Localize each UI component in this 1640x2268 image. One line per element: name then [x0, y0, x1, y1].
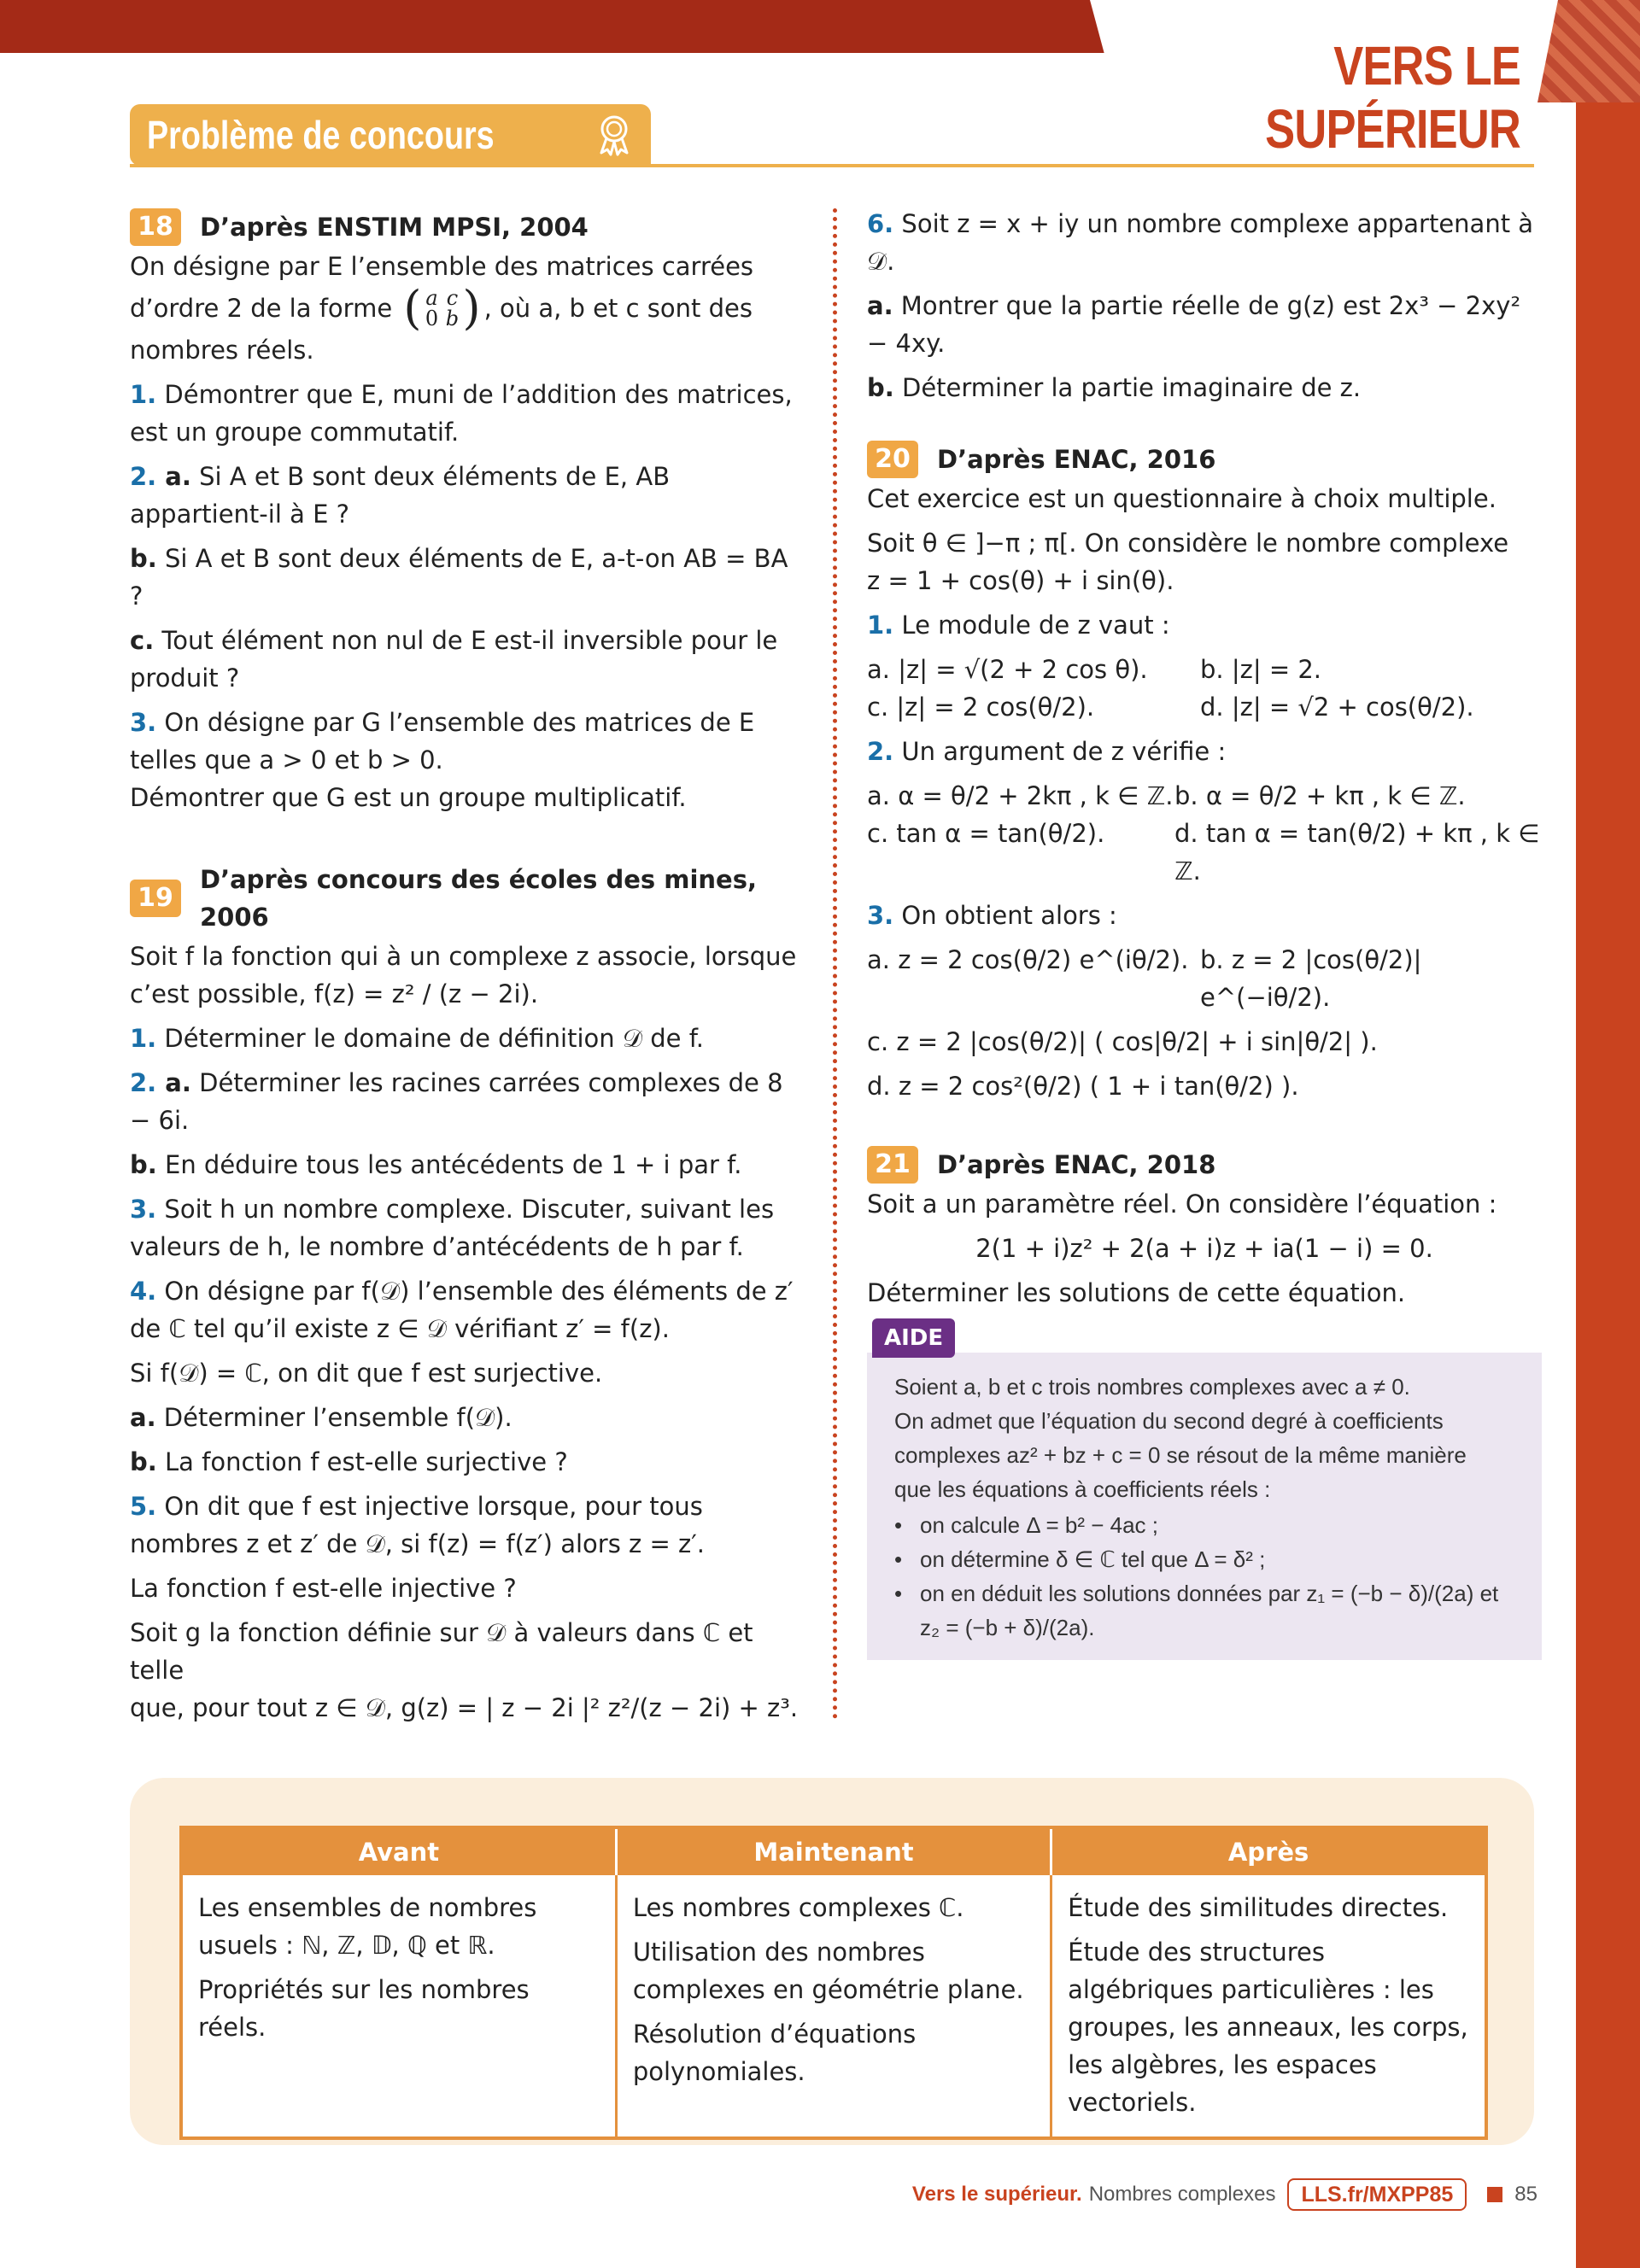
exercise-title: D’après concours des écoles des mines, 2006 [200, 865, 757, 932]
exercise-21-question: Déterminer les solutions de cette équation. [867, 1278, 1406, 1307]
column-header: Maintenant [616, 1827, 1051, 1875]
choice: d. |z| = √2 + cos(θ/2). [1200, 693, 1474, 722]
table-row [181, 1875, 1486, 2138]
question-5: 5. On dit que f est injective lorsque, pour tous nombres z et z′ de 𝒟, si f(z) = f(z′) alors z = z′. [130, 1492, 706, 1558]
list-item: • on en déduit les solutions données par z₁ = (−b − δ)/(2a) et [894, 1576, 1521, 1610]
question-3: 3. On obtient alors : [867, 901, 1117, 930]
choices-q1 [867, 651, 1542, 726]
choice: c. tan α = tan(θ/2). [867, 819, 1105, 848]
question-6b: b. Déterminer la partie imaginaire de z. [867, 373, 1362, 402]
section-title: Problème de concours [147, 113, 495, 157]
section-tab [130, 104, 651, 166]
left-column [130, 205, 805, 1727]
list-item: • on détermine δ ∈ ℂ tel que Δ = δ² ; [894, 1542, 1521, 1576]
exercise-21-intro: Soit a un paramètre réel. On considère l’équation : [867, 1190, 1497, 1219]
exercise-title: D’après ENAC, 2016 [937, 445, 1216, 474]
question-6a: a. Montrer que la partie réelle de g(z) est 2x³ − 2xy² − 4xy. [867, 291, 1521, 358]
column-header: Après [1051, 1827, 1486, 1875]
cell-apres: Étude des similitudes directes. Étude des structures algébriques particulières : les groupes, les anneaux, les corps, les algèbres, les espaces vectoriels. [1051, 1875, 1486, 2138]
aide-box: Soient a, b et c trois nombres complexes avec a ≠ 0. On admet que l’équation du second degré à coefficients complexes az² + bz + c = 0 se résout de la même manière que les équations à coefficients réels : • on calcule Δ = b² − 4ac ; • on détermine δ ∈ ℂ tel que Δ = δ² ; • on en déduit les solutions données par z₁ = (−b − δ)/(2a) et z₂ = (−b + δ)/(2a). [867, 1353, 1542, 1660]
square-bullet-icon [1487, 2187, 1502, 2202]
exercise-18-header [130, 208, 805, 246]
table-header-row [181, 1827, 1486, 1875]
question-2: 2. Un argument de z vérifie : [867, 737, 1227, 766]
choice: b. z = 2 |cos(θ/2)| e^(−iθ/2). [1200, 945, 1422, 1012]
question-4b: b. La fonction f est-elle surjective ? [130, 1447, 568, 1476]
choice: b. |z| = 2. [1200, 655, 1322, 684]
exercise-number: 19 [130, 880, 181, 917]
surjective-definition: Si f(𝒟) = ℂ, on dit que f est surjective. [130, 1359, 603, 1388]
footer-subtitle: Nombres complexes [1088, 2183, 1276, 2206]
question-2a: 2. a. Déterminer les racines carrées complexes de 8 − 6i. [130, 1068, 783, 1135]
injective-question: La fonction f est-elle injective ? [130, 1574, 517, 1603]
footer-title: Vers le supérieur. [911, 2183, 1082, 2206]
right-column: 6. Soit z = x + iy un nombre complexe appartenant à 𝒟. a. Montrer que la partie réelle de g(z) est 2x³ − 2xy² − 4xy. b. Déterminer la partie imaginaire de z. 20 D’après ENAC, 2016 Cet exercice est un questionnaire à choix multiple. Soit θ ∈ ]−π ; π[. On considère le nombre complexe z = 1 + cos(θ) + i sin(θ). 1. Le module de z vaut : a. |z| = √(2 + 2 cos θ). b. |z| = 2. c. |z| = 2 cos(θ/2). d. |z| = √2 + cos(θ/2). 2. Un argument de z vérifie : a. α = θ/2 + 2kπ , k ∈ ℤ. b. α = θ/2 + kπ , k ∈ ℤ. c. tan α = tan(θ/2). d. tan α = tan(θ/2) + kπ , k ∈ ℤ. 3. On obtient alors : a. z = 2 cos(θ/2) e^(iθ/2). b. z = 2 |cos(θ/2)| e^(−iθ/2). c. z = 2 |cos(θ/2)| ( cos|θ/2| + i sin|θ/2| ). d. z = 2 cos²(θ/2) ( 1 + i tan(θ/2) ). 21 D’après ENAC, 2018 Soit a un paramètre réel. On considère l’équation : 2(1 + i)z² + 2(a + i)z + ia(1 − i) = 0. Déterminer les solutions de cette équation. AIDE Soient a, b et c trois nombres complexes avec a ≠ 0. On admet que l’équation du second degré à coefficients complexes az² + bz + c = 0 se résout de la même manière que les équations à coefficients réels : • on calcule Δ = b² − 4ac ; • on détermine δ ∈ ℂ tel que Δ = δ² ; • on en déduit les solutions données par z₁ = (−b − δ)/(2a) et z₂ = (−b + δ)/(2a). [867, 205, 1542, 1660]
exercise-19-intro: Soit f la fonction qui à un complexe z associe, lorsque [130, 942, 797, 971]
question-1: 1. Déterminer le domaine de définition 𝒟 de f. [130, 1024, 705, 1053]
matrix-form: ( a c 0 b ) [403, 281, 481, 335]
page-title: VERS LE SUPÉRIEUR [1265, 35, 1520, 160]
complex-number-definition: z = 1 + cos(θ) + i sin(θ). [867, 566, 1174, 595]
choice: d. z = 2 cos²(θ/2) ( 1 + i tan(θ/2) ). [867, 1072, 1299, 1101]
page-footer [854, 2176, 1538, 2213]
choices-q2 [867, 777, 1542, 890]
g-formula: que, pour tout z ∈ 𝒟, g(z) = | z − 2i |² z²/(z − 2i) + z³. [130, 1693, 799, 1722]
list-item: • on calcule Δ = b² − 4ac ; [894, 1508, 1521, 1542]
question-6: 6. Soit z = x + iy un nombre complexe appartenant à 𝒟. [867, 209, 1534, 276]
exercise-20-header [867, 441, 1542, 478]
cell-avant: Les ensembles de nombres usuels : ℕ, ℤ, 𝔻, ℚ et ℝ. Propriétés sur les nombres réels. [198, 1893, 537, 2042]
award-medal-icon [594, 114, 634, 156]
choice: c. |z| = 2 cos(θ/2). [867, 693, 1095, 722]
exercise-title: D’après ENSTIM MPSI, 2004 [200, 213, 589, 242]
question-3-statement: Démontrer que G est un groupe multiplicatif. [130, 783, 687, 812]
choices-q3 [867, 941, 1542, 1016]
exercise-number: 21 [867, 1146, 918, 1184]
exercise-19-header [130, 861, 805, 936]
question-2a: 2. a. Si A et B sont deux éléments de E, AB appartient-il à E ? [130, 462, 671, 529]
section-underline [130, 164, 1534, 167]
right-edge-bar [1576, 0, 1640, 2268]
question-3: 3. On désigne par G l’ensemble des matrices de E telles que a > 0 et b > 0. [130, 708, 755, 775]
exercise-21-header [867, 1146, 1542, 1184]
equation: 2(1 + i)z² + 2(a + i)z + ia(1 − i) = 0. [975, 1234, 1433, 1263]
question-4a: a. Déterminer l’ensemble f(𝒟). [130, 1403, 512, 1432]
exercise-20-intro: Cet exercice est un questionnaire à choix multiple. [867, 484, 1496, 513]
header-band [0, 0, 1119, 53]
question-1: 1. Démontrer que E, muni de l’addition des matrices, est un groupe commutatif. [130, 380, 793, 447]
g-definition: Soit g la fonction définie sur 𝒟 à valeurs dans ℂ et telle [130, 1618, 753, 1685]
column-header: Avant [181, 1827, 616, 1875]
question-2c: c. Tout élément non nul de E est-il inversible pour le produit ? [130, 626, 778, 693]
choice: a. |z| = √(2 + 2 cos θ). [867, 655, 1148, 684]
exercise-title: D’après ENAC, 2018 [937, 1150, 1216, 1179]
choice: a. α = θ/2 + 2kπ , k ∈ ℤ. [867, 781, 1174, 810]
choice: d. tan α = tan(θ/2) + kπ , k ∈ ℤ. [1174, 819, 1540, 886]
exercise-18-intro: On désigne par E l’ensemble des matrices carrées d’ordre 2 de la forme ( a c 0 b ) , où a, b et c sont des nombres réels. [130, 252, 754, 365]
aide-list [894, 1508, 1521, 1610]
choice: a. z = 2 cos(θ/2) e^(iθ/2). [867, 945, 1189, 974]
question-2b: b. Si A et B sont deux éléments de E, a-t-on AB = BA ? [130, 544, 788, 611]
question-4: 4. On désigne par f(𝒟) l’ensemble des éléments de z′ de ℂ tel qu’il existe z ∈ 𝒟 vérifiant z′ = f(z). [130, 1277, 794, 1343]
exercise-number: 18 [130, 208, 181, 246]
column-divider [833, 208, 837, 1720]
choice: b. α = θ/2 + kπ , k ∈ ℤ. [1174, 781, 1466, 810]
progression-table [179, 1826, 1488, 2140]
question-1: 1. Le module de z vaut : [867, 611, 1170, 640]
question-3: 3. Soit h un nombre complexe. Discuter, suivant les valeurs de h, le nombre d’antécédents de h par f. [130, 1195, 775, 1261]
aide-tag: AIDE [872, 1318, 955, 1358]
aide-z2: z₂ = (−b + δ)/(2a). [920, 1615, 1095, 1640]
function-definition: c’est possible, f(z) = z² / (z − 2i). [130, 979, 539, 1008]
choice: c. z = 2 |cos(θ/2)| ( cos|θ/2| + i sin|θ/2| ). [867, 1027, 1378, 1056]
cell-maintenant: Les nombres complexes ℂ. Utilisation des nombres complexes en géométrie plane. Résolution d’équations polynomiales. [616, 1875, 1051, 2138]
page-number: 85 [1514, 2183, 1538, 2206]
resource-link[interactable]: LLS.fr/MXPP85 [1287, 2178, 1467, 2211]
exercise-number: 20 [867, 441, 918, 478]
question-2b: b. En déduire tous les antécédents de 1 + i par f. [130, 1150, 742, 1179]
